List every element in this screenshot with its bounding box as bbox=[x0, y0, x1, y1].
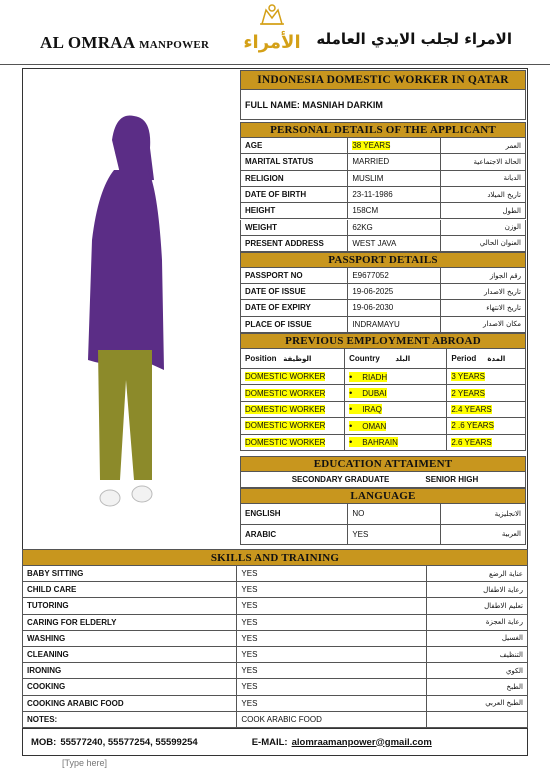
field-label: DATE OF BIRTH bbox=[241, 187, 348, 202]
employment-row bbox=[240, 385, 526, 401]
personal-row bbox=[240, 171, 526, 187]
contact-footer bbox=[22, 728, 528, 756]
skill-label-arabic: رعاية العجزة bbox=[485, 618, 523, 627]
passport-row bbox=[240, 317, 526, 333]
employment-position: DOMESTIC WORKER bbox=[241, 418, 345, 433]
skills-section-header: SKILLS AND TRAINING bbox=[22, 549, 528, 566]
field-label-arabic: تاريخ الانتهاء bbox=[486, 303, 521, 312]
skill-row bbox=[22, 696, 528, 712]
field-label: PRESENT ADDRESS bbox=[241, 236, 348, 251]
employment-period: 2.4 YEARS bbox=[451, 404, 492, 414]
language-label: ARABIC bbox=[241, 525, 348, 545]
skill-label: WASHING bbox=[23, 631, 237, 646]
language-row bbox=[240, 504, 526, 525]
personal-row bbox=[240, 138, 526, 154]
employment-row bbox=[240, 435, 526, 451]
skill-label-arabic: عناية الرضع bbox=[489, 569, 523, 578]
skill-label: TUTORING bbox=[23, 598, 237, 613]
field-label: AGE bbox=[241, 138, 348, 153]
skill-label-arabic: الطبخ العربي bbox=[485, 699, 523, 708]
skill-row bbox=[22, 679, 528, 695]
passport-row bbox=[240, 284, 526, 300]
skill-value: YES bbox=[237, 696, 426, 711]
employment-period: 2 YEARS bbox=[451, 388, 486, 398]
skill-row bbox=[22, 647, 528, 663]
field-value: 158CM bbox=[348, 203, 440, 218]
skill-label: NOTES: bbox=[23, 712, 237, 727]
employment-header-row: Position الوظيفة Country البلد Period المدة bbox=[240, 349, 526, 369]
field-label: HEIGHT bbox=[241, 203, 348, 218]
company-logo bbox=[232, 2, 312, 60]
skill-label: COOKING bbox=[23, 679, 237, 694]
passport-row bbox=[240, 268, 526, 284]
skill-label-arabic: تعليم الاطفال bbox=[484, 601, 523, 610]
field-label-arabic: العنوان الحالي bbox=[479, 239, 521, 248]
skill-value: YES bbox=[237, 663, 426, 678]
field-label: WEIGHT bbox=[241, 220, 348, 235]
skill-row bbox=[22, 582, 528, 598]
skill-label: CHILD CARE bbox=[23, 582, 237, 597]
skill-label-arabic: التنظيف bbox=[499, 650, 523, 659]
personal-row bbox=[240, 187, 526, 203]
skill-label: COOKING ARABIC FOOD bbox=[23, 696, 237, 711]
employment-position: DOMESTIC WORKER bbox=[241, 369, 345, 384]
field-label-arabic: العمر bbox=[505, 141, 521, 150]
footer-placeholder[interactable]: [Type here] bbox=[62, 758, 108, 768]
field-label: MARITAL STATUS bbox=[241, 154, 348, 169]
email-link[interactable]: alomraamanpower@gmail.com bbox=[291, 736, 432, 748]
field-value: MARRIED bbox=[348, 154, 440, 169]
skill-value: YES bbox=[237, 631, 426, 646]
header-divider bbox=[0, 64, 550, 65]
personal-row bbox=[240, 220, 526, 236]
skill-value: YES bbox=[237, 615, 426, 630]
language-section-header: LANGUAGE bbox=[240, 488, 526, 504]
personal-section-header: PERSONAL DETAILS OF THE APPLICANT bbox=[240, 122, 526, 138]
employment-row bbox=[240, 369, 526, 385]
employment-period: 2 .6 YEARS bbox=[451, 421, 494, 431]
field-label-arabic: الديانة bbox=[503, 174, 521, 183]
skill-row bbox=[22, 663, 528, 679]
full-name-row: FULL NAME: MASNIAH DARKIM bbox=[240, 90, 526, 120]
field-value: 38 YEARS bbox=[348, 138, 440, 153]
skill-label-arabic: الكوي bbox=[505, 666, 523, 675]
skill-label-arabic: الطبخ bbox=[506, 682, 523, 691]
employment-position: DOMESTIC WORKER bbox=[241, 385, 345, 400]
language-row bbox=[240, 525, 526, 546]
skill-label-arabic: رعاية الاطفال bbox=[483, 585, 523, 594]
passport-row bbox=[240, 300, 526, 316]
education-level: SECONDARY GRADUATE bbox=[291, 475, 390, 484]
education-school: SENIOR HIGH bbox=[425, 475, 479, 484]
employment-period: 2.6 YEARS bbox=[451, 437, 492, 447]
personal-row bbox=[240, 236, 526, 252]
language-label-arabic: العربية bbox=[501, 530, 521, 539]
personal-row bbox=[240, 154, 526, 170]
field-label-arabic: مكان الاصدار bbox=[483, 320, 521, 329]
field-value: 23-11-1986 bbox=[348, 187, 440, 202]
field-value: INDRAMAYU bbox=[348, 317, 440, 332]
employment-position: DOMESTIC WORKER bbox=[241, 435, 345, 450]
employment-section-header: PREVIOUS EMPLOYMENT ABROAD bbox=[240, 333, 526, 349]
field-value: 62KG bbox=[348, 220, 440, 235]
education-row bbox=[240, 472, 526, 488]
mobile-label: MOB: bbox=[31, 736, 57, 748]
email-label: E-MAIL: bbox=[251, 736, 288, 748]
skill-row bbox=[22, 566, 528, 582]
skill-label-arabic bbox=[427, 712, 527, 727]
employment-country: • DUBAI bbox=[345, 385, 447, 400]
field-value: E9677052 bbox=[348, 268, 440, 283]
field-value: WEST JAVA bbox=[348, 236, 440, 251]
field-value: 19-06-2030 bbox=[348, 300, 440, 315]
skill-label-arabic: الغسيل bbox=[501, 634, 523, 643]
skill-value: COOK ARABIC FOOD bbox=[237, 712, 426, 727]
skill-value: YES bbox=[237, 598, 426, 613]
employment-row bbox=[240, 402, 526, 418]
field-label-arabic: الحالة الاجتماعية bbox=[473, 157, 521, 166]
field-value: MUSLIM bbox=[348, 171, 440, 186]
skill-label: CLEANING bbox=[23, 647, 237, 662]
field-label: DATE OF ISSUE bbox=[241, 284, 348, 299]
passport-section-header: PASSPORT DETAILS bbox=[240, 252, 526, 268]
arabic-company-title: الامراء لجلب الايدي العامله bbox=[316, 30, 512, 48]
field-label-arabic: تاريخ الميلاد bbox=[487, 190, 521, 199]
field-label: DATE OF EXPIRY bbox=[241, 300, 348, 315]
skill-label: IRONING bbox=[23, 663, 237, 678]
employment-period: 3 YEARS bbox=[451, 372, 486, 382]
skill-row bbox=[22, 712, 528, 728]
field-label-arabic: الطول bbox=[502, 206, 521, 215]
skill-row bbox=[22, 631, 528, 647]
field-label-arabic: تاريخ الاصدار bbox=[483, 287, 521, 296]
employment-row bbox=[240, 418, 526, 434]
language-label: ENGLISH bbox=[241, 504, 348, 524]
employment-country: • IRAQ bbox=[345, 402, 447, 417]
skill-value: YES bbox=[237, 582, 426, 597]
personal-row bbox=[240, 203, 526, 219]
mobile-numbers: 55577240, 55577254, 55599254 bbox=[60, 736, 198, 748]
education-section-header: EDUCATION ATTAIMENT bbox=[240, 456, 526, 472]
field-value: 19-06-2025 bbox=[348, 284, 440, 299]
employment-position: DOMESTIC WORKER bbox=[241, 402, 345, 417]
field-label: PLACE OF ISSUE bbox=[241, 317, 348, 332]
employment-country: • RIADH bbox=[345, 369, 447, 384]
field-label-arabic: رقم الجواز bbox=[489, 271, 521, 280]
applicant-photo bbox=[24, 70, 238, 546]
skill-row bbox=[22, 615, 528, 631]
skill-value: YES bbox=[237, 566, 426, 581]
field-label: PASSPORT NO bbox=[241, 268, 348, 283]
skill-label: BABY SITTING bbox=[23, 566, 237, 581]
skill-row bbox=[22, 598, 528, 614]
employment-country: • BAHRAIN bbox=[345, 435, 447, 450]
skill-label: CARING FOR ELDERLY bbox=[23, 615, 237, 630]
skill-value: YES bbox=[237, 679, 426, 694]
field-label: RELIGION bbox=[241, 171, 348, 186]
employment-country: • OMAN bbox=[345, 418, 447, 433]
language-label-arabic: الانجليزية bbox=[494, 509, 521, 518]
skill-value: YES bbox=[237, 647, 426, 662]
brand-name: AL OMRAA MANPOWER bbox=[40, 33, 210, 52]
language-value: YES bbox=[348, 525, 440, 545]
language-value: NO bbox=[348, 504, 440, 524]
field-label-arabic: الوزن bbox=[504, 223, 521, 232]
svg-text:الأمراء: الأمراء bbox=[243, 32, 301, 53]
form-title: INDONESIA DOMESTIC WORKER IN QATAR bbox=[240, 70, 526, 90]
